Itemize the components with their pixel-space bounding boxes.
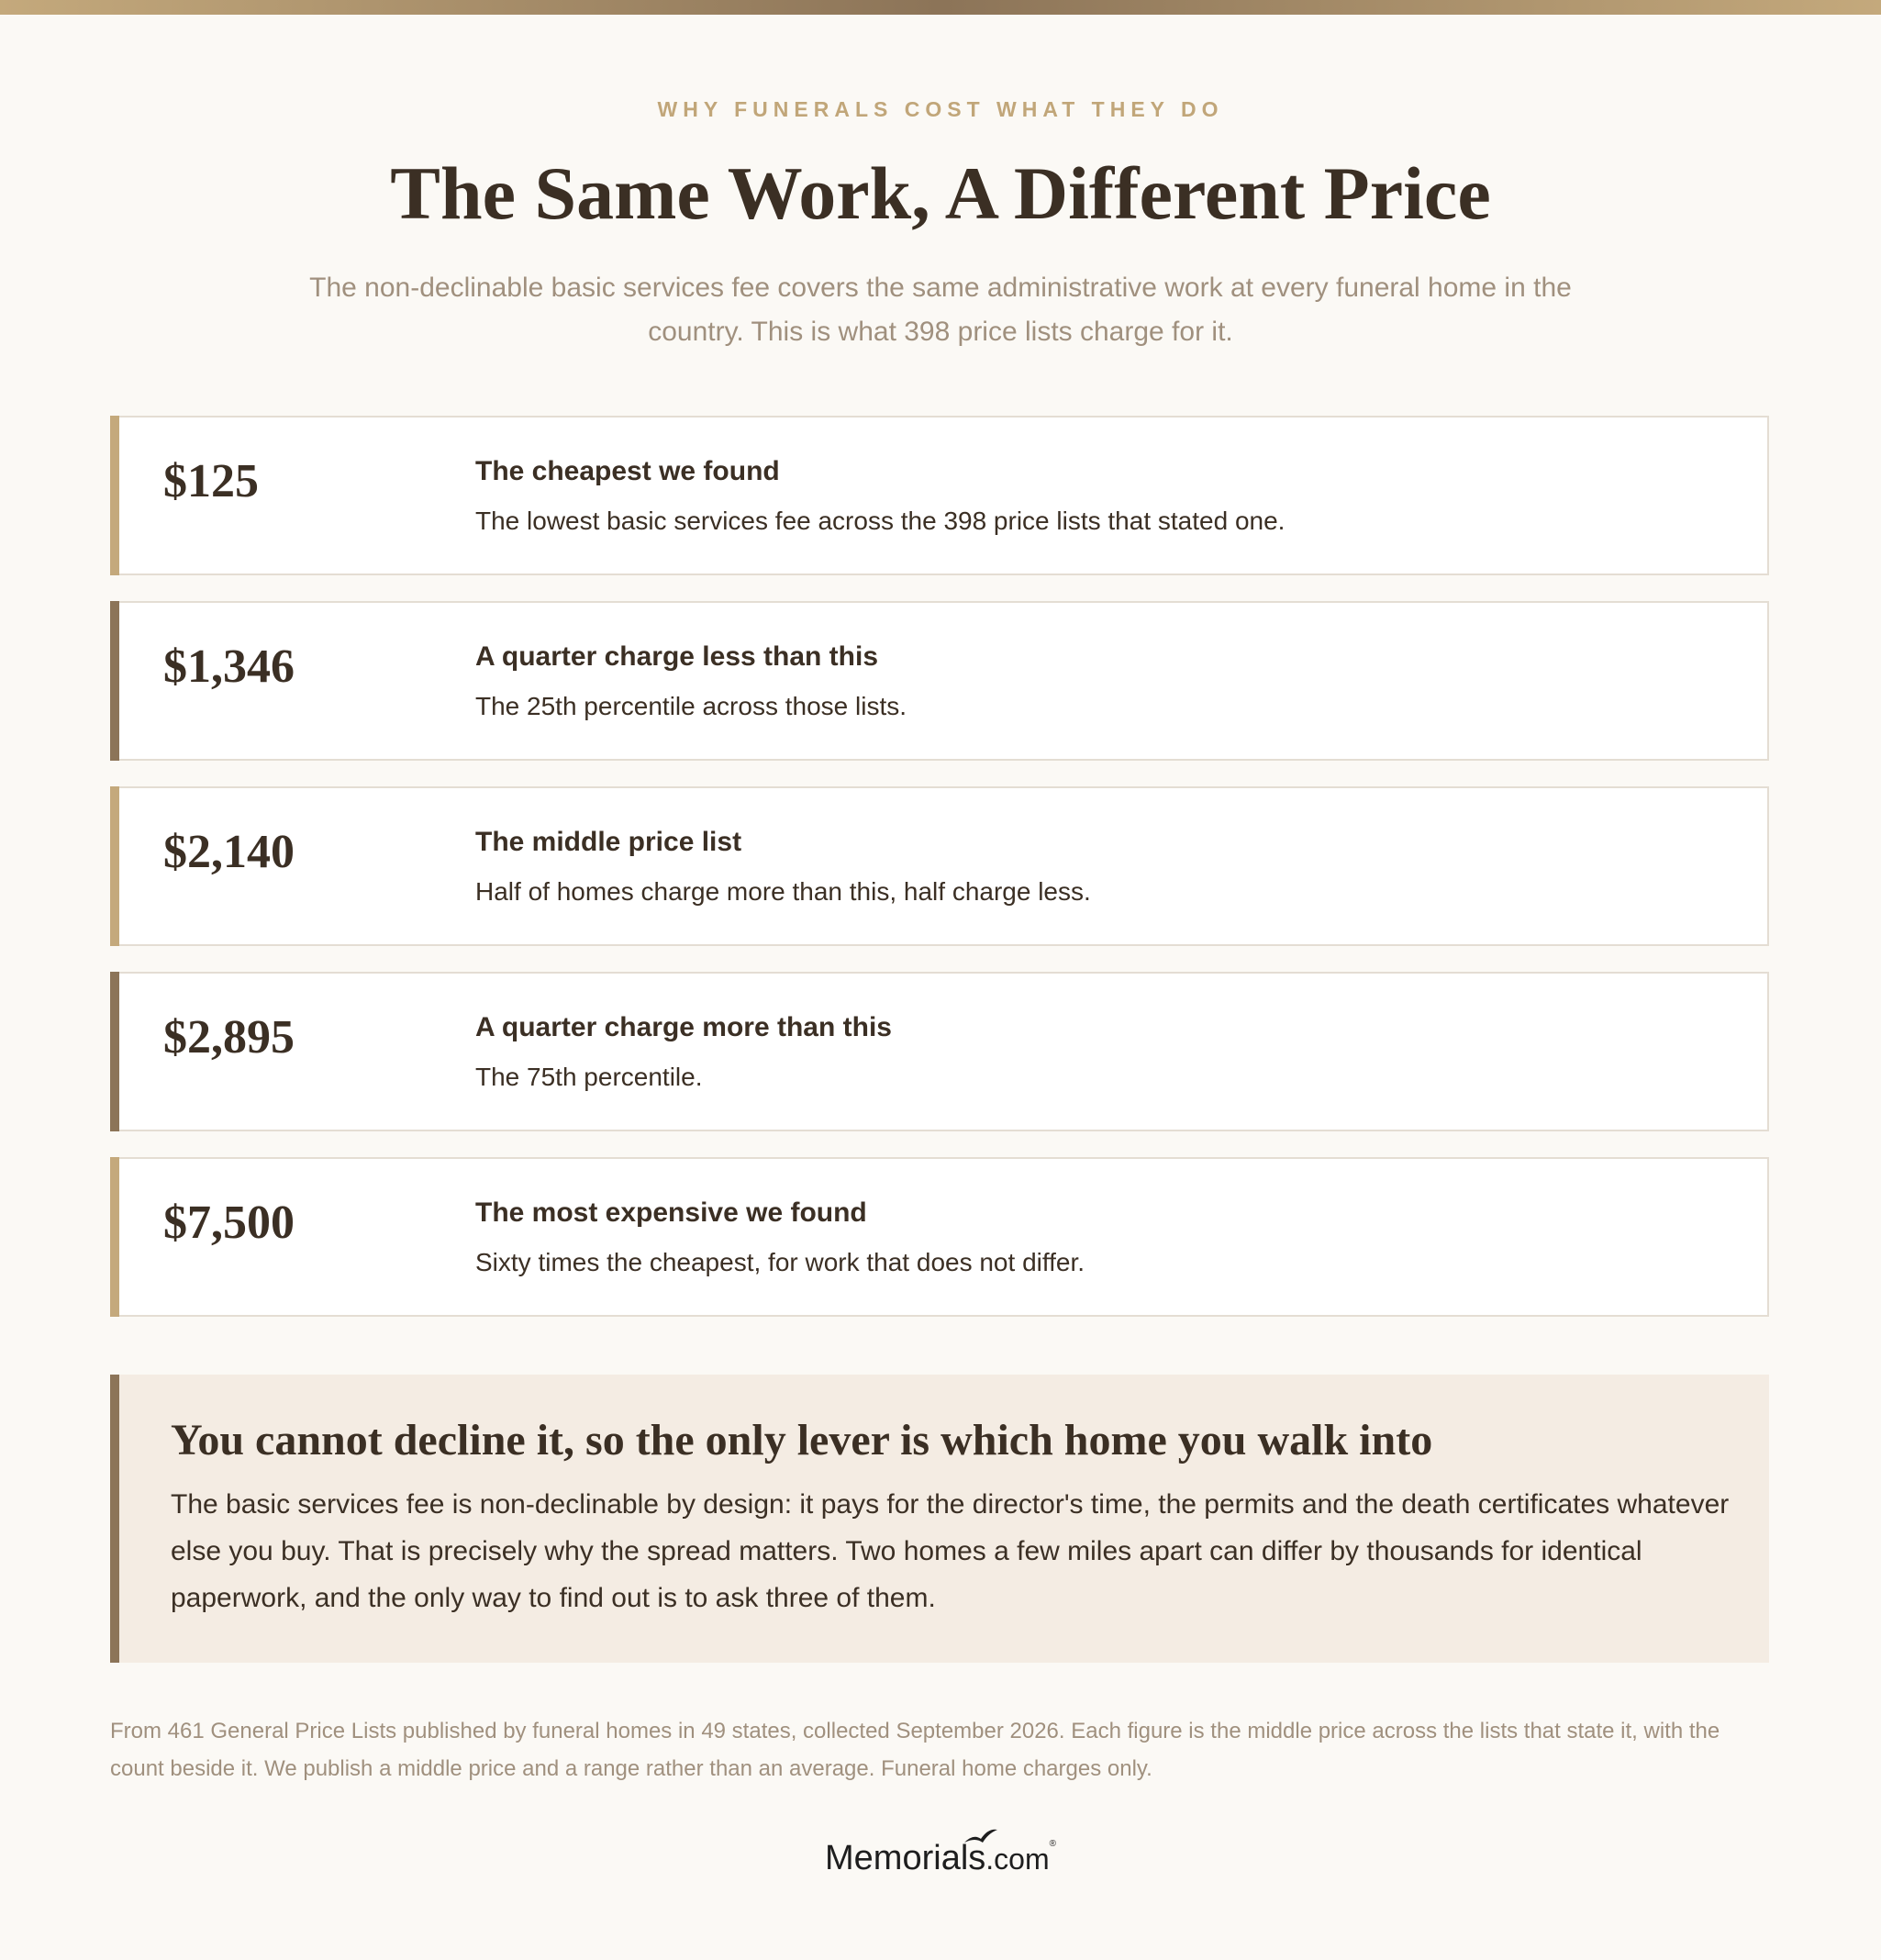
logo-wordmark [825,1839,1056,1878]
page-title: The Same Work, A Different Price [390,151,1491,235]
row-label: The cheapest we found [475,456,780,486]
bird-icon [963,1826,999,1846]
source-note: From 461 General Price Lists published by funeral homes in 49 states, collected September 2026. Each figure is the middle price across the lists that state it, with the count beside it. We publish a middle price and a range rather than an average. Funeral home charges only. [110,1719,1720,1781]
row-accent-bar [110,601,119,761]
price-row-highest [110,1157,1769,1317]
row-description: The 25th percentile across those lists. [475,692,907,720]
logo-suffix: .com [985,1843,1050,1876]
callout-heading: You cannot decline it, so the only lever is which home you walk into [171,1416,1433,1464]
price-row-median [110,786,1769,946]
row-amount: $2,895 [163,1011,295,1064]
memorials-logo[interactable] [0,1839,1881,1878]
page-subtitle: The non-declinable basic services fee covers the same administrative work at every funeral home in the country. This is what 398 price lists charge for it. [309,273,1572,347]
price-row-75th [110,972,1769,1131]
row-accent-bar [110,416,119,575]
kicker: WHY FUNERALS COST WHAT THEY DO [657,97,1224,121]
registered-mark: ® [1049,1839,1056,1849]
row-amount: $2,140 [163,826,295,878]
row-accent-bar [110,786,119,946]
callout-box [110,1375,1769,1663]
row-description: The 75th percentile. [475,1063,703,1091]
price-rows [110,416,1769,1342]
callout-body: The basic services fee is non-declinable by design: it pays for the director's time, the permits and the death certificates whatever else you buy. That is precisely why the spread matters. Two homes a few miles apart can differ by thousands for identical paperwork, and the only way to find out is to ask three of them. [171,1489,1730,1613]
row-label: The most expensive we found [475,1197,867,1228]
row-description: The lowest basic services fee across the 398 price lists that stated one. [475,507,1286,535]
row-description: Half of homes charge more than this, half charge less. [475,877,1091,906]
row-accent-bar [110,1157,119,1317]
row-accent-bar [110,972,119,1131]
price-row-lowest [110,416,1769,575]
row-label: A quarter charge less than this [475,641,879,672]
row-amount: $125 [163,455,259,507]
top-accent-bar [0,0,1881,15]
row-label: The middle price list [475,827,742,857]
row-amount: $7,500 [163,1197,295,1249]
callout-accent-bar [110,1375,119,1663]
logo-name: Memorials [825,1839,986,1877]
row-description: Sixty times the cheapest, for work that does not differ. [475,1248,1085,1276]
price-row-25th [110,601,1769,761]
row-label: A quarter charge more than this [475,1012,892,1042]
row-amount: $1,346 [163,640,295,693]
